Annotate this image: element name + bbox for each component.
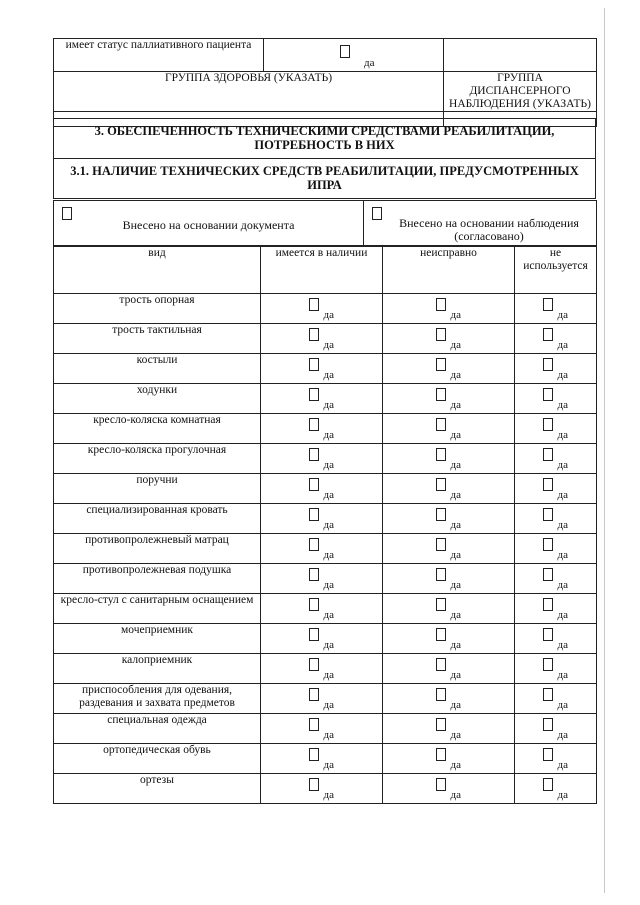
not-used-checkbox[interactable] — [543, 568, 553, 581]
available-checkbox[interactable] — [309, 508, 319, 521]
faulty-yes-label: да — [450, 759, 461, 771]
health-group-label: ГРУППА ЗДОРОВЬЯ (УКАЗАТЬ) — [54, 72, 444, 112]
table-row — [54, 774, 597, 804]
table-row — [54, 504, 597, 534]
available-cell[interactable] — [261, 774, 383, 804]
faulty-cell[interactable] — [383, 444, 515, 474]
not-used-checkbox[interactable] — [543, 748, 553, 761]
not-used-checkbox[interactable] — [543, 388, 553, 401]
faulty-yes-label: да — [450, 309, 461, 321]
table-row — [54, 414, 597, 444]
faulty-cell[interactable] — [383, 594, 515, 624]
table-row — [54, 444, 597, 474]
table-row — [54, 294, 597, 324]
equipment-name: трость опорная — [54, 294, 261, 324]
available-checkbox[interactable] — [309, 328, 319, 341]
section-3-title: 3. ОБЕСПЕЧЕННОСТЬ ТЕХНИЧЕСКИМИ СРЕДСТВАМИ РЕАБИЛИТАЦИИ, ПОТРЕБНОСТЬ В НИХ — [54, 119, 596, 159]
available-cell[interactable] — [261, 474, 383, 504]
col-header-faulty: неисправно — [383, 247, 515, 294]
not-used-cell[interactable] — [515, 384, 597, 414]
available-checkbox[interactable] — [309, 658, 319, 671]
faulty-checkbox[interactable] — [436, 508, 446, 521]
available-cell[interactable] — [261, 294, 383, 324]
available-yes-label: да — [323, 369, 334, 381]
available-yes-label: да — [323, 669, 334, 681]
faulty-checkbox[interactable] — [436, 718, 446, 731]
equipment-name: калоприемник — [54, 654, 261, 684]
palliative-yes-label: да — [364, 57, 375, 69]
faulty-yes-label: да — [450, 519, 461, 531]
available-checkbox[interactable] — [309, 778, 319, 791]
not-used-checkbox[interactable] — [543, 598, 553, 611]
not-used-cell[interactable] — [515, 504, 597, 534]
faulty-checkbox[interactable] — [436, 388, 446, 401]
not-used-yes-label: да — [557, 669, 568, 681]
equipment-name: противопролежневый матрац — [54, 534, 261, 564]
col-header-available: имеется в наличии — [261, 247, 383, 294]
not-used-cell[interactable] — [515, 534, 597, 564]
faulty-checkbox[interactable] — [436, 418, 446, 431]
available-cell[interactable] — [261, 684, 383, 714]
col-header-type: вид — [54, 247, 261, 294]
dispensary-group-label: ГРУППА ДИСПАНСЕРНОГО НАБЛЮДЕНИЯ (УКАЗАТЬ) — [444, 72, 597, 112]
not-used-yes-label: да — [557, 339, 568, 351]
available-cell[interactable] — [261, 444, 383, 474]
not-used-cell[interactable] — [515, 594, 597, 624]
equipment-name: ортезы — [54, 774, 261, 804]
faulty-checkbox[interactable] — [436, 688, 446, 701]
faulty-cell[interactable] — [383, 294, 515, 324]
available-cell[interactable] — [261, 714, 383, 744]
not-used-checkbox[interactable] — [543, 718, 553, 731]
palliative-checkbox[interactable] — [340, 45, 350, 58]
not-used-yes-label: да — [557, 549, 568, 561]
available-checkbox[interactable] — [309, 298, 319, 311]
faulty-cell[interactable] — [383, 684, 515, 714]
not-used-cell[interactable] — [515, 654, 597, 684]
faulty-cell[interactable] — [383, 774, 515, 804]
input-source-table — [53, 200, 597, 246]
table-header-row — [54, 247, 597, 294]
palliative-label: имеет статус паллиативного пациента — [54, 39, 264, 72]
available-cell[interactable] — [261, 324, 383, 354]
not-used-yes-label: да — [557, 789, 568, 801]
not-used-yes-label: да — [557, 489, 568, 501]
available-yes-label: да — [323, 519, 334, 531]
palliative-yes-cell[interactable] — [264, 39, 444, 72]
table-row — [54, 594, 597, 624]
table-row — [54, 714, 597, 744]
available-cell[interactable] — [261, 654, 383, 684]
not-used-cell[interactable] — [515, 294, 597, 324]
available-checkbox[interactable] — [309, 448, 319, 461]
available-cell[interactable] — [261, 594, 383, 624]
table-row — [54, 624, 597, 654]
faulty-yes-label: да — [450, 339, 461, 351]
not-used-checkbox[interactable] — [543, 688, 553, 701]
section-3-1-title: 3.1. НАЛИЧИЕ ТЕХНИЧЕСКИХ СРЕДСТВ РЕАБИЛИТАЦИИ, ПРЕДУСМОТРЕННЫХ ИПРА — [54, 159, 596, 199]
available-checkbox[interactable] — [309, 358, 319, 371]
not-used-cell[interactable] — [515, 324, 597, 354]
faulty-yes-label: да — [450, 459, 461, 471]
not-used-yes-label: да — [557, 369, 568, 381]
by-document-checkbox[interactable] — [62, 207, 72, 220]
by-document-label: Внесено на основании документа — [122, 218, 295, 232]
table-row — [54, 534, 597, 564]
faulty-cell[interactable] — [383, 414, 515, 444]
table-row — [54, 654, 597, 684]
faulty-yes-label: да — [450, 669, 461, 681]
not-used-cell[interactable] — [515, 444, 597, 474]
faulty-yes-label: да — [450, 609, 461, 621]
equipment-name: кресло-коляска комнатная — [54, 414, 261, 444]
not-used-yes-label: да — [557, 729, 568, 741]
faulty-yes-label: да — [450, 429, 461, 441]
not-used-checkbox[interactable] — [543, 538, 553, 551]
not-used-cell[interactable] — [515, 684, 597, 714]
equipment-name: костыли — [54, 354, 261, 384]
not-used-yes-label: да — [557, 399, 568, 411]
faulty-cell[interactable] — [383, 354, 515, 384]
faulty-checkbox[interactable] — [436, 298, 446, 311]
faulty-cell[interactable] — [383, 324, 515, 354]
faulty-checkbox[interactable] — [436, 628, 446, 641]
faulty-checkbox[interactable] — [436, 778, 446, 791]
table-body — [54, 294, 597, 804]
equipment-name: мочеприемник — [54, 624, 261, 654]
table-row — [54, 324, 597, 354]
available-yes-label: да — [323, 609, 334, 621]
available-yes-label: да — [323, 789, 334, 801]
available-cell[interactable] — [261, 624, 383, 654]
faulty-cell[interactable] — [383, 744, 515, 774]
not-used-yes-label: да — [557, 609, 568, 621]
faulty-cell[interactable] — [383, 564, 515, 594]
equipment-name: кресло-коляска прогулочная — [54, 444, 261, 474]
faulty-checkbox[interactable] — [436, 538, 446, 551]
available-checkbox[interactable] — [309, 538, 319, 551]
by-observation-label: Внесено на основании наблюдения (согласовано) — [399, 216, 579, 243]
not-used-yes-label: да — [557, 309, 568, 321]
available-checkbox[interactable] — [309, 568, 319, 581]
table-row — [54, 474, 597, 504]
by-observation-checkbox[interactable] — [372, 207, 382, 220]
available-yes-label: да — [323, 549, 334, 561]
faulty-checkbox[interactable] — [436, 358, 446, 371]
available-yes-label: да — [323, 489, 334, 501]
available-checkbox[interactable] — [309, 748, 319, 761]
faulty-checkbox[interactable] — [436, 748, 446, 761]
faulty-cell[interactable] — [383, 534, 515, 564]
equipment-name: поручни — [54, 474, 261, 504]
table-row — [54, 684, 597, 714]
available-checkbox[interactable] — [309, 718, 319, 731]
available-yes-label: да — [323, 639, 334, 651]
not-used-cell[interactable] — [515, 624, 597, 654]
table-row — [54, 384, 597, 414]
palliative-empty-cell — [444, 39, 597, 72]
not-used-cell[interactable] — [515, 474, 597, 504]
table-row — [54, 744, 597, 774]
not-used-cell[interactable] — [515, 564, 597, 594]
available-cell[interactable] — [261, 744, 383, 774]
not-used-checkbox[interactable] — [543, 478, 553, 491]
faulty-yes-label: да — [450, 639, 461, 651]
faulty-yes-label: да — [450, 549, 461, 561]
by-observation-option[interactable] — [364, 201, 597, 246]
equipment-name: приспособления для одевания, раздевания и захвата предметов — [54, 684, 261, 714]
available-yes-label: да — [323, 579, 334, 591]
faulty-cell[interactable] — [383, 624, 515, 654]
faulty-cell[interactable] — [383, 504, 515, 534]
not-used-yes-label: да — [557, 639, 568, 651]
available-checkbox[interactable] — [309, 598, 319, 611]
faulty-cell[interactable] — [383, 714, 515, 744]
equipment-name: кресло-стул с санитарным оснащением — [54, 594, 261, 624]
faulty-cell[interactable] — [383, 474, 515, 504]
equipment-name: специализированная кровать — [54, 504, 261, 534]
patient-status-table — [53, 38, 597, 127]
faulty-checkbox[interactable] — [436, 598, 446, 611]
faulty-checkbox[interactable] — [436, 448, 446, 461]
available-yes-label: да — [323, 729, 334, 741]
table-row — [54, 564, 597, 594]
rehab-equipment-table — [53, 246, 597, 804]
not-used-checkbox[interactable] — [543, 448, 553, 461]
equipment-name: трость тактильная — [54, 324, 261, 354]
faulty-yes-label: да — [450, 399, 461, 411]
not-used-checkbox[interactable] — [543, 778, 553, 791]
available-yes-label: да — [323, 309, 334, 321]
not-used-yes-label: да — [557, 519, 568, 531]
not-used-checkbox[interactable] — [543, 508, 553, 521]
available-checkbox[interactable] — [309, 628, 319, 641]
faulty-cell[interactable] — [383, 654, 515, 684]
available-cell[interactable] — [261, 564, 383, 594]
page-edge-line — [604, 8, 605, 893]
faulty-checkbox[interactable] — [436, 328, 446, 341]
available-checkbox[interactable] — [309, 418, 319, 431]
faulty-yes-label: да — [450, 579, 461, 591]
not-used-yes-label: да — [557, 579, 568, 591]
equipment-name: ортопедическая обувь — [54, 744, 261, 774]
not-used-checkbox[interactable] — [543, 298, 553, 311]
available-yes-label: да — [323, 429, 334, 441]
available-yes-label: да — [323, 459, 334, 471]
available-checkbox[interactable] — [309, 688, 319, 701]
available-yes-label: да — [323, 699, 334, 711]
faulty-checkbox[interactable] — [436, 478, 446, 491]
not-used-checkbox[interactable] — [543, 328, 553, 341]
available-cell[interactable] — [261, 384, 383, 414]
table-row — [54, 354, 597, 384]
not-used-checkbox[interactable] — [543, 418, 553, 431]
not-used-cell[interactable] — [515, 354, 597, 384]
not-used-checkbox[interactable] — [543, 628, 553, 641]
faulty-yes-label: да — [450, 789, 461, 801]
not-used-yes-label: да — [557, 759, 568, 771]
available-cell[interactable] — [261, 534, 383, 564]
section-3-heading-table — [53, 118, 596, 199]
faulty-yes-label: да — [450, 729, 461, 741]
not-used-checkbox[interactable] — [543, 358, 553, 371]
not-used-yes-label: да — [557, 699, 568, 711]
not-used-cell[interactable] — [515, 744, 597, 774]
faulty-cell[interactable] — [383, 384, 515, 414]
not-used-yes-label: да — [557, 459, 568, 471]
faulty-yes-label: да — [450, 699, 461, 711]
faulty-yes-label: да — [450, 369, 461, 381]
available-cell[interactable] — [261, 504, 383, 534]
by-document-option[interactable] — [54, 201, 364, 246]
not-used-cell[interactable] — [515, 714, 597, 744]
available-yes-label: да — [323, 339, 334, 351]
equipment-name: ходунки — [54, 384, 261, 414]
available-checkbox[interactable] — [309, 478, 319, 491]
faulty-checkbox[interactable] — [436, 568, 446, 581]
available-cell[interactable] — [261, 414, 383, 444]
col-header-not-used: не используется — [515, 247, 597, 294]
faulty-yes-label: да — [450, 489, 461, 501]
not-used-cell[interactable] — [515, 414, 597, 444]
faulty-checkbox[interactable] — [436, 658, 446, 671]
not-used-cell[interactable] — [515, 774, 597, 804]
equipment-name: противопролежневая подушка — [54, 564, 261, 594]
not-used-yes-label: да — [557, 429, 568, 441]
available-cell[interactable] — [261, 354, 383, 384]
available-checkbox[interactable] — [309, 388, 319, 401]
available-yes-label: да — [323, 759, 334, 771]
not-used-checkbox[interactable] — [543, 658, 553, 671]
equipment-name: специальная одежда — [54, 714, 261, 744]
available-yes-label: да — [323, 399, 334, 411]
